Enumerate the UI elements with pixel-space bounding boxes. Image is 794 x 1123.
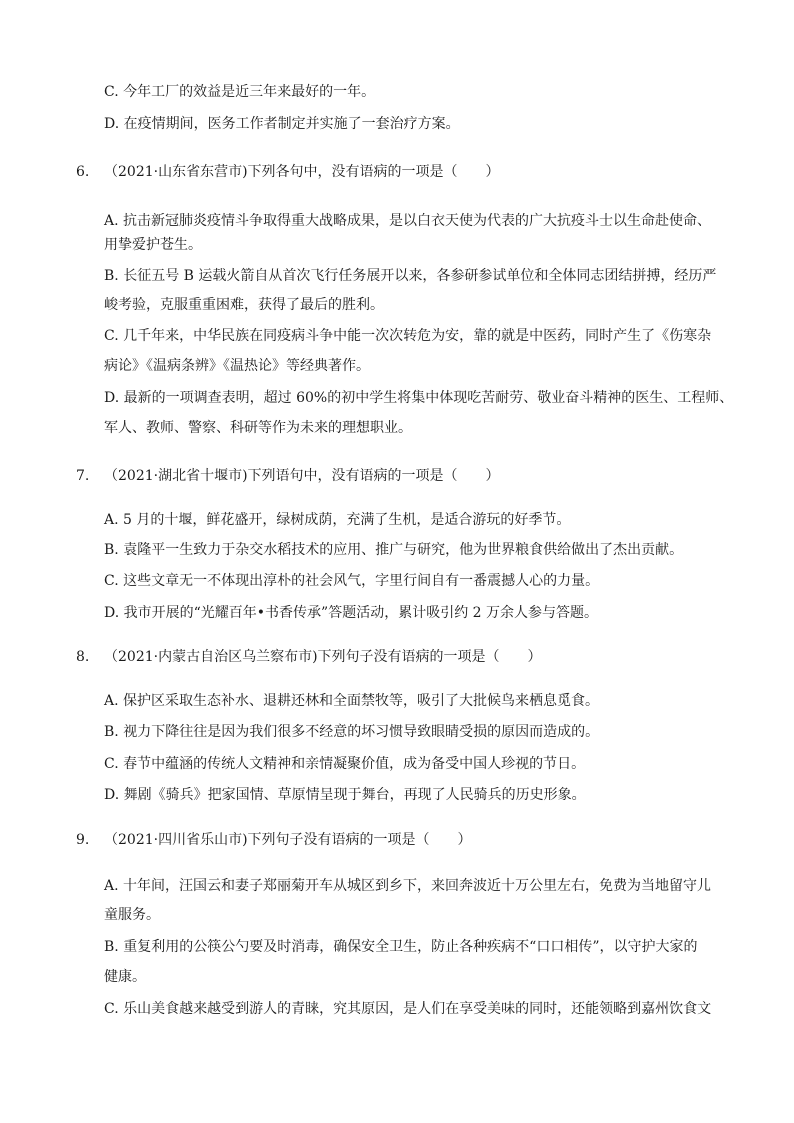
option-b: B. 袁隆平一生致力于杂交水稻技术的应用、推广与研究，他为世界粮食供给做出了杰出贡献。 xyxy=(104,542,684,558)
option-b: B. 重复利用的公筷公勺要及时消毒，确保安全卫生，防止各种疾病不“口口相传”，以守护大家的 xyxy=(104,939,698,955)
option-c-prev: C. 今年工厂的效益是近三年来最好的一年。 xyxy=(104,84,376,100)
option-b-cont: 健康。 xyxy=(104,969,146,985)
question-number: 7. xyxy=(76,468,90,484)
question-stem: （2021·湖北省十堰市)下列语句中，没有语病的一项是（ ） xyxy=(104,468,500,484)
option-d-cont: 军人、教师、警察、科研等作为未来的理想职业。 xyxy=(104,420,412,436)
question-number: 9. xyxy=(76,832,90,848)
question-stem: （2021·内蒙古自治区乌兰察布市)下列句子没有语病的一项是（ ） xyxy=(104,649,542,665)
option-d-prev: D. 在疫情期间，医务工作者制定并实施了一套治疗方案。 xyxy=(104,116,460,132)
question-stem: （2021·山东省东营市)下列各句中，没有语病的一项是（ ） xyxy=(104,164,500,180)
option-c: C. 春节中蕴涵的传统人文精神和亲情凝聚价值，成为备受中国人珍视的节日。 xyxy=(104,756,586,772)
option-a-cont: 用挚爱护苍生。 xyxy=(104,237,202,253)
option-d: D. 我市开展的“光耀百年•书香传承”答题活动，累计吸引约 2 万余人参与答题。 xyxy=(104,605,599,621)
option-c-cont: 病论》《温病条辨》《温热论》等经典著作。 xyxy=(104,358,370,374)
question-number: 8. xyxy=(76,649,90,665)
option-b: B. 长征五号 B 运载火箭自从首次飞行任务展开以来，各参研参试单位和全体同志团结拼搏，经历严 xyxy=(104,268,717,284)
option-d: D. 舞剧《骑兵》把家国情、草原情呈现于舞台，再现了人民骑兵的历史形象。 xyxy=(104,787,586,803)
option-d: D. 最新的一项调查表明，超过 60%的初中学生将集中体现吃苦耐劳、敬业奋斗精神的医生、工程师、 xyxy=(104,390,734,406)
option-a: A. 抗击新冠肺炎疫情斗争取得重大战略成果，是以白衣天使为代表的广大抗疫斗士以生命赴使命、 xyxy=(104,213,712,229)
option-b-cont: 峻考验，克服重重困难，获得了最后的胜利。 xyxy=(104,297,384,313)
option-c: C. 这些文章无一不体现出淳朴的社会风气，字里行间自有一番震撼人心的力量。 xyxy=(104,573,600,589)
option-b: B. 视力下降往往是因为我们很多不经意的坏习惯导致眼睛受损的原因而造成的。 xyxy=(104,724,600,740)
option-c: C. 几千年来，中华民族在同疫病斗争中能一次次转危为安，靠的就是中医药，同时产生了《伤寒杂 xyxy=(104,328,712,344)
option-a-cont: 童服务。 xyxy=(104,907,160,923)
option-a: A. 十年间，汪国云和妻子郑丽菊开车从城区到乡下，来回奔波近十万公里左右，免费为当地留守儿 xyxy=(104,878,712,894)
question-number: 6. xyxy=(76,164,90,180)
option-a: A. 5 月的十堰，鲜花盛开，绿树成荫，充满了生机，是适合游玩的好季节。 xyxy=(104,512,571,528)
question-stem: （2021·四川省乐山市)下列句子没有语病的一项是（ ） xyxy=(104,832,472,848)
option-a: A. 保护区采取生态补水、退耕还林和全面禁牧等，吸引了大批候鸟来栖息觅食。 xyxy=(104,693,600,709)
option-c: C. 乐山美食越来越受到游人的青睐，究其原因，是人们在享受美味的同时，还能领略到嘉州饮食文 xyxy=(104,1001,712,1017)
